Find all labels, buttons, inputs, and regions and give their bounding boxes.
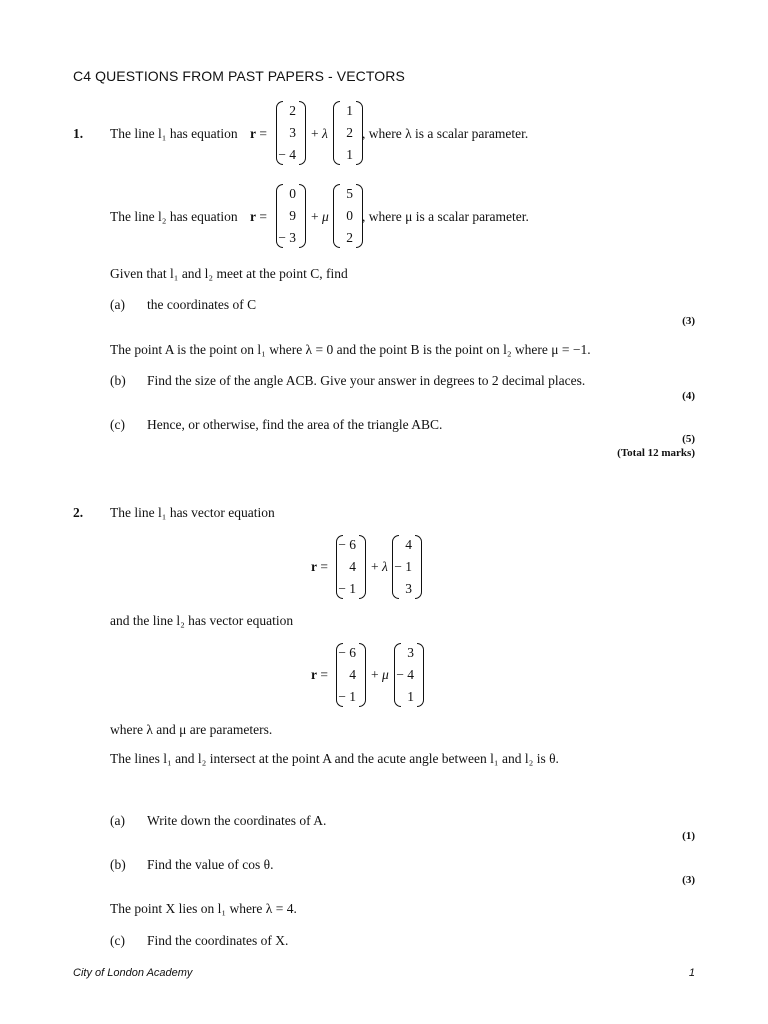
q1-part-c-label: (c)	[110, 417, 125, 432]
q1-part-b-text: Find the size of the angle ACB. Give your answer in degrees to 2 decimal places.	[147, 373, 586, 388]
vector-entry: 2	[346, 125, 353, 140]
vector-entry: 1	[407, 689, 414, 704]
q1-part-c-text: Hence, or otherwise, find the area of the triangle ABC.	[147, 417, 443, 432]
vector-entry: 0	[346, 208, 353, 223]
vector-entry: − 6	[338, 537, 356, 552]
q2-part-b-marks: (3)	[682, 874, 695, 886]
vector-entry: 3	[289, 125, 296, 140]
q2-line1-r-equals: r =	[311, 559, 328, 574]
vector-entry: 4	[405, 537, 412, 552]
q2-part-b-text: Find the value of cos θ.	[147, 857, 274, 872]
q1-part-a-label: (a)	[110, 297, 125, 312]
question-2-number: 2.	[73, 505, 84, 520]
q1-part-a-marks: (3)	[682, 315, 695, 327]
vector-entry: − 1	[394, 559, 412, 574]
q2-part-b-label: (b)	[110, 857, 126, 872]
q1-part-c-marks: (5)	[682, 433, 695, 445]
q2-part-c-label: (c)	[110, 933, 125, 948]
vector-entry: 5	[346, 186, 353, 201]
q2-line1-text: The line l₁ has vector equation	[110, 505, 275, 520]
vector-entry: 4	[349, 559, 356, 574]
q1-line2-text: The line l₂ has equation	[110, 209, 238, 224]
q1-line1-tail: , where λ is a scalar parameter.	[362, 126, 529, 141]
footer-page-number: 1	[688, 967, 695, 979]
q1-line2-vector-a	[276, 184, 306, 248]
q2-intersect-text: The lines l₁ and l₂ intersect at the point A and the acute angle between l₁ and l₂ is θ.	[110, 751, 559, 766]
q1-line1-vector-a	[276, 101, 306, 165]
q2-line1-vector-a	[336, 535, 366, 599]
q2-part-a-text: Write down the coordinates of A.	[147, 813, 327, 828]
q1-line1-r-equals: r =	[250, 126, 267, 141]
vector-entry: 2	[346, 230, 353, 245]
q2-line2-vector-a	[336, 643, 366, 707]
vector-entry: − 1	[338, 689, 356, 704]
q2-line1-vector-b	[392, 535, 422, 599]
q2-line2-text: and the line l₂ has vector equation	[110, 613, 294, 628]
vector-entry: 9	[289, 208, 296, 223]
q1-point-text: The point A is the point on l₁ where λ = 0 and the point B is the point on l₂ where μ = −1.	[110, 342, 591, 357]
vector-entry: − 3	[278, 230, 296, 245]
vector-entry: 0	[289, 186, 296, 201]
vector-entry: − 4	[396, 667, 414, 682]
q1-line2-r-equals: r =	[250, 209, 267, 224]
q1-part-a-text: the coordinates of C	[147, 297, 257, 312]
vector-entry: 1	[346, 103, 353, 118]
vector-entry: − 4	[278, 147, 296, 162]
q1-line1-text: The line l₁ has equation	[110, 126, 238, 141]
q1-part-b-label: (b)	[110, 373, 126, 388]
q1-line1-vector-b	[333, 101, 363, 165]
page-title: C4 QUESTIONS FROM PAST PAPERS - VECTORS	[73, 68, 405, 84]
q2-part-a-label: (a)	[110, 813, 125, 828]
vector-entry: 4	[349, 667, 356, 682]
vector-entry: 3	[407, 645, 414, 660]
q1-line1-plus-param: + λ	[311, 126, 328, 141]
q2-line2-r-equals: r =	[311, 667, 328, 682]
vector-entry: 3	[405, 581, 412, 596]
vector-entry: − 1	[338, 581, 356, 596]
q1-line2-plus-param: + μ	[311, 209, 329, 224]
question-1-number: 1.	[73, 126, 84, 141]
q1-given-text: Given that l₁ and l₂ meet at the point C, find	[110, 266, 348, 281]
q1-line2-vector-b	[333, 184, 363, 248]
q1-part-b-marks: (4)	[682, 390, 695, 402]
footer-school-name: City of London Academy	[73, 967, 193, 979]
vector-entry: 1	[346, 147, 353, 162]
q2-part-c-text: Find the coordinates of X.	[147, 933, 289, 948]
q2-line2-plus-param: + μ	[371, 667, 389, 682]
q1-line2-tail: , where μ is a scalar parameter.	[362, 209, 529, 224]
q2-params-text: where λ and μ are parameters.	[110, 722, 273, 737]
q2-line1-plus-param: + λ	[371, 559, 388, 574]
q2-part-a-marks: (1)	[682, 830, 695, 842]
q2-line2-vector-b	[394, 643, 424, 707]
q1-total-marks: (Total 12 marks)	[617, 447, 695, 459]
vector-entry: 2	[289, 103, 296, 118]
vector-entry: − 6	[338, 645, 356, 660]
q2-point-x-text: The point X lies on l₁ where λ = 4.	[110, 901, 297, 916]
